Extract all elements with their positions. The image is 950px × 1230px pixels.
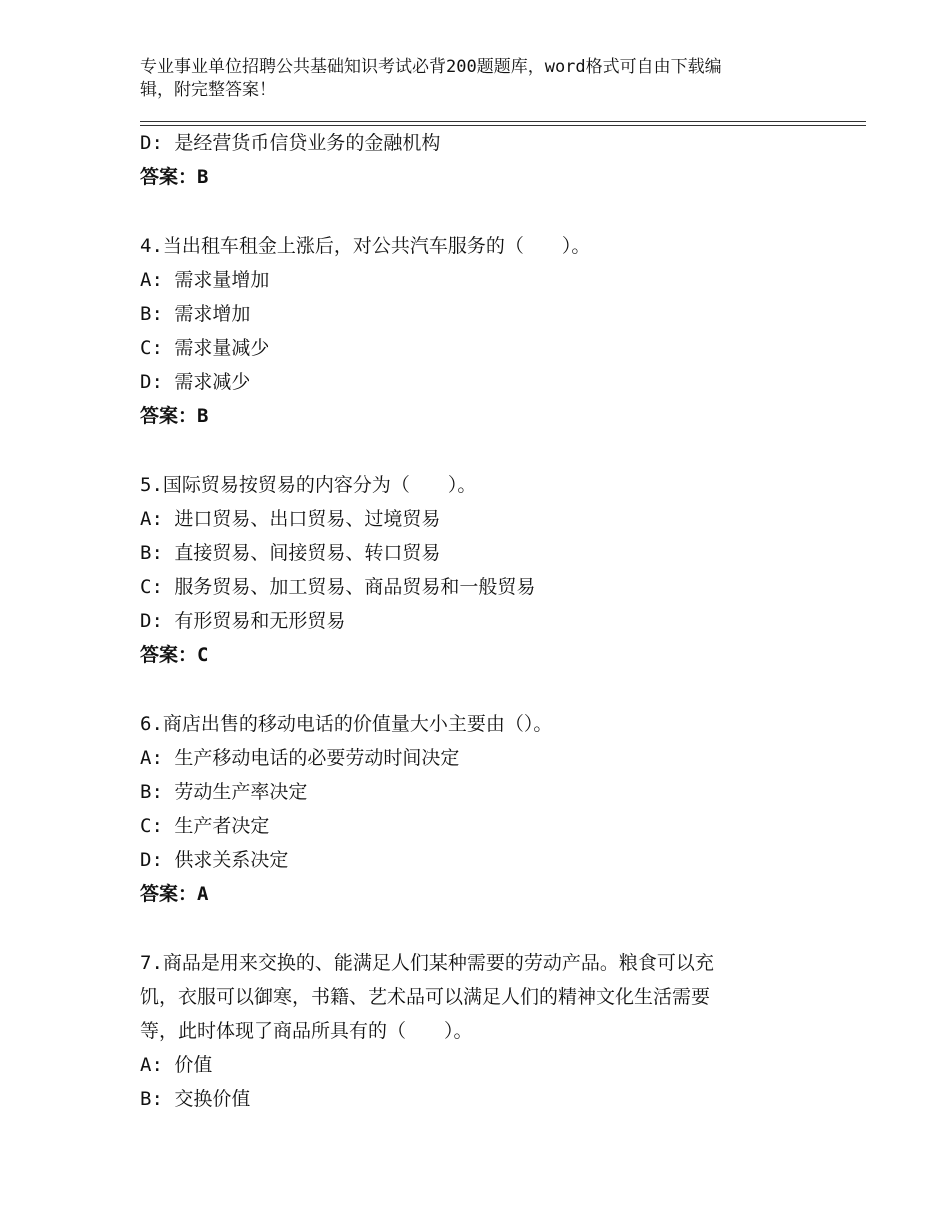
q5-stem: 5.国际贸易按贸易的内容分为（ ）。 [140, 474, 477, 496]
q4-answer: 答案：B [140, 405, 209, 427]
question-list [140, 126, 820, 1116]
q6-option-b: B: 劳动生产率决定 [140, 781, 308, 803]
q5-option-d: D: 有形贸易和无形贸易 [140, 610, 346, 632]
q4-option-a: A: 需求量增加 [140, 269, 270, 291]
q3-option-d: D: 是经营货币信贷业务的金融机构 [140, 132, 441, 154]
header-line-2: 辑，附完整答案！ [140, 80, 276, 100]
header-rule-top [140, 121, 866, 122]
q7-stem-line-2: 饥，衣服可以御寒，书籍、艺术品可以满足人们的精神文化生活需要 [140, 986, 711, 1008]
spacer [140, 672, 820, 707]
q6-option-d: D: 供求关系决定 [140, 849, 289, 871]
q7-stem-line-1: 7.商品是用来交换的、能满足人们某种需要的劳动产品。粮食可以充 [140, 952, 714, 974]
spacer [140, 433, 820, 468]
spacer [140, 911, 820, 946]
spacer [140, 194, 820, 229]
q5-option-c: C: 服务贸易、加工贸易、商品贸易和一般贸易 [140, 576, 536, 598]
q7-option-a: A: 价值 [140, 1054, 213, 1076]
q4-option-d: D: 需求减少 [140, 371, 251, 393]
page-header [140, 56, 790, 102]
q5-option-b: B: 直接贸易、间接贸易、转口贸易 [140, 542, 441, 564]
q4-stem: 4.当出租车租金上涨后，对公共汽车服务的（ ）。 [140, 235, 591, 257]
q6-option-a: A: 生产移动电话的必要劳动时间决定 [140, 747, 460, 769]
q7-stem-line-3: 等，此时体现了商品所具有的（ ）。 [140, 1020, 473, 1042]
q6-answer: 答案：A [140, 883, 209, 905]
q6-stem: 6.商店出售的移动电话的价值量大小主要由（）。 [140, 713, 553, 735]
header-line-1: 专业事业单位招聘公共基础知识考试必背200题题库，word格式可自由下载编 [140, 57, 722, 77]
q5-option-a: A: 进口贸易、出口贸易、过境贸易 [140, 508, 441, 530]
q6-option-c: C: 生产者决定 [140, 815, 270, 837]
q4-option-c: C: 需求量减少 [140, 337, 270, 359]
q4-option-b: B: 需求增加 [140, 303, 251, 325]
q7-option-b: B: 交换价值 [140, 1088, 251, 1110]
q5-answer: 答案：C [140, 644, 209, 666]
q3-answer: 答案：B [140, 166, 209, 188]
